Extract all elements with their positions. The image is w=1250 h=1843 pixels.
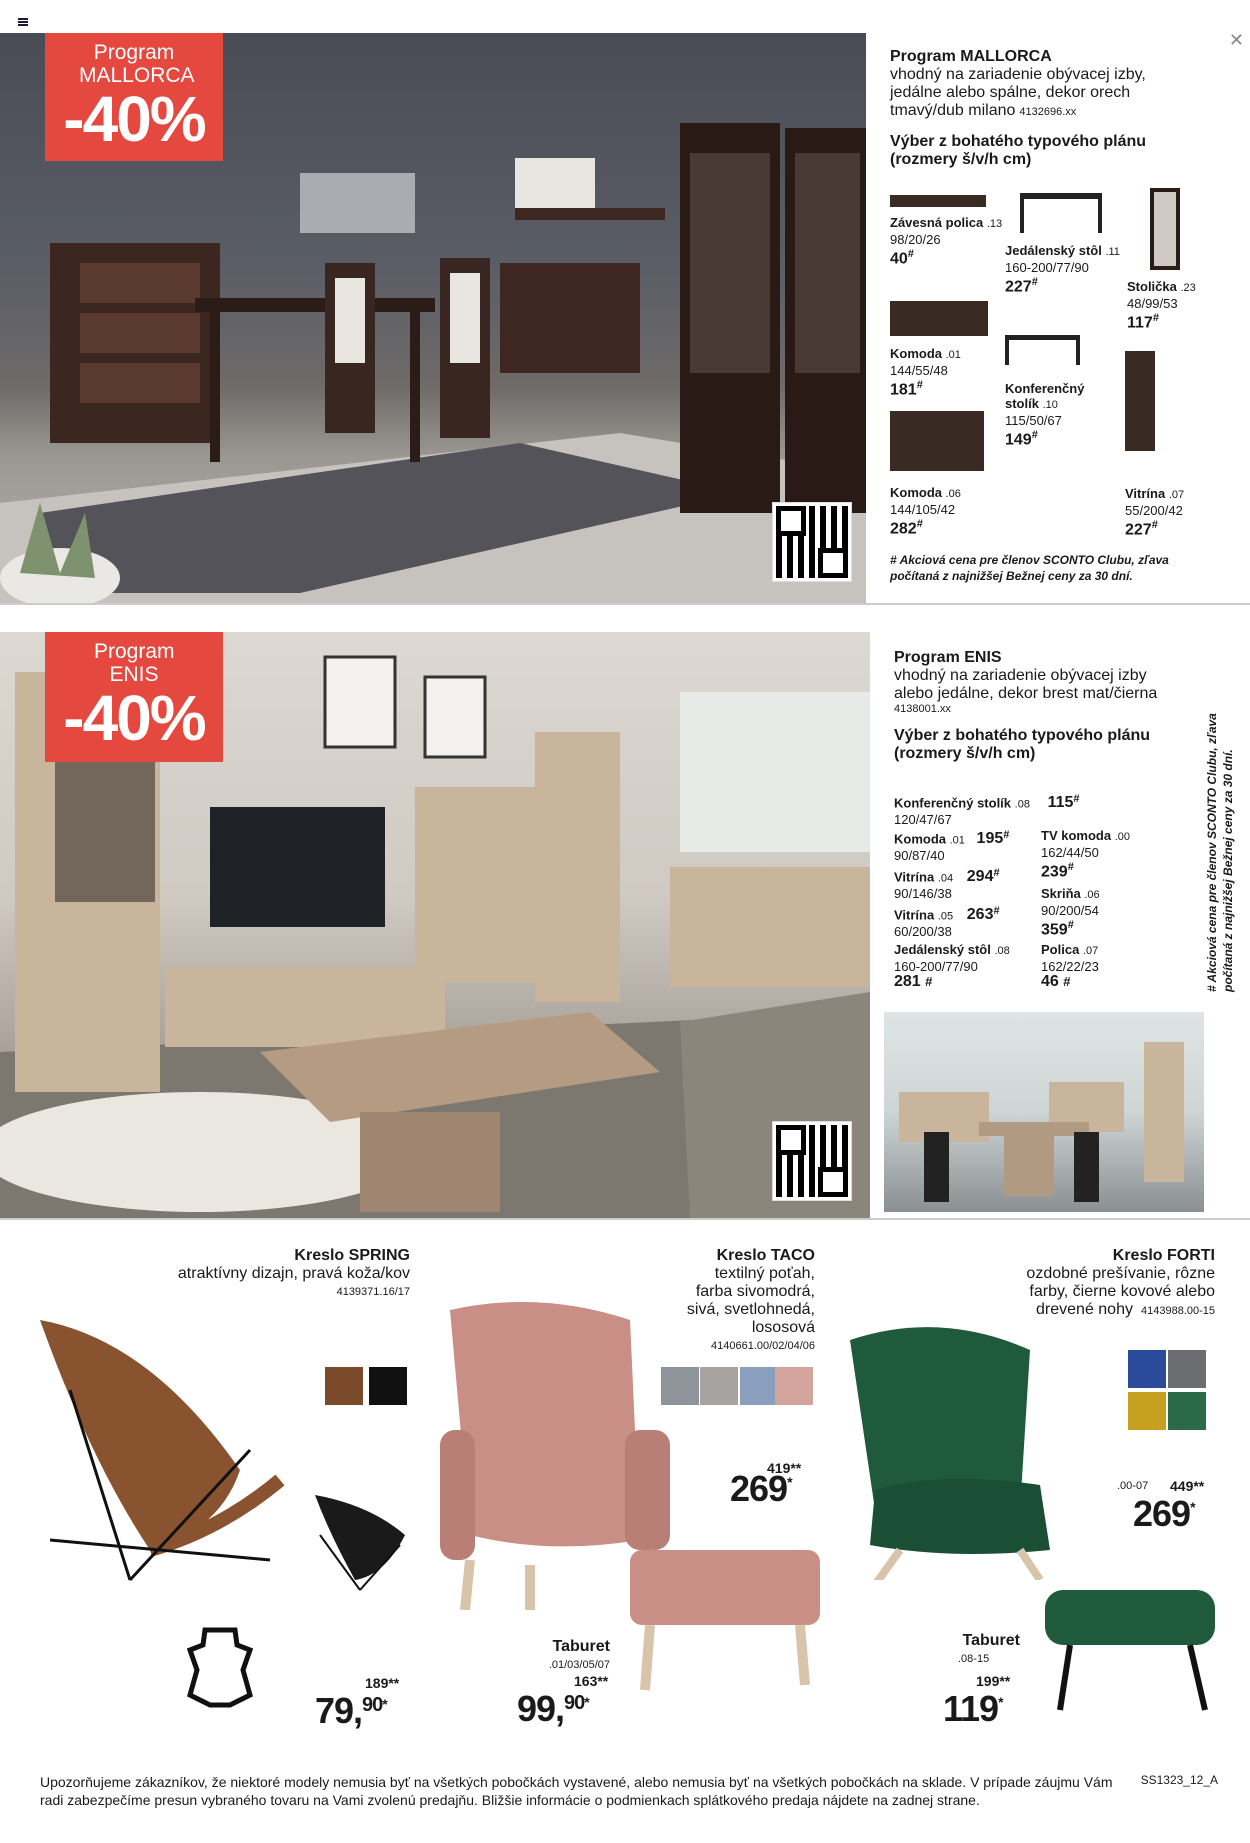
komoda-06-thumb [890,411,984,471]
enis-item-0: Konferenčný stolík .08 115# 120/47/67 [894,793,1080,828]
forti-taburet-old-price: 199** [976,1673,1011,1689]
mallorca-item-5: Komoda .06 144/105/42 282# [890,485,961,538]
mallorca-code: 4132696.xx [1019,106,1077,118]
mallorca-section [0,33,1250,605]
enis-item-6: Jedálenský stôl .08 160-200/77/90 281 # [894,942,1010,990]
enis-code: 4138001.xx [894,703,951,715]
badge-title: Program ENIS [94,640,175,686]
enis-item-7: Polica .07 162/22/23 46 # [1041,942,1099,990]
spring-swatch-1[interactable] [369,1367,407,1405]
mallorca-sub: Výber z bohatého typového plánu (rozmery š/v/h cm) [890,133,1147,168]
menu-icon[interactable] [18,18,28,26]
forti-swatch-2[interactable] [1128,1392,1166,1430]
forti-chair-image [830,1310,1100,1580]
leather-icon [185,1625,255,1710]
mallorca-item-1: Jedálenský stôl .11 160-200/77/90 227# [1005,243,1120,296]
enis-qr-code[interactable] [773,1122,851,1200]
taco-name: Kreslo TACO [716,1247,815,1264]
enis-item-4: Skriňa .06 90/200/54 359# [1041,886,1100,939]
taco-desc-2: farba sivomodrá, [695,1283,815,1300]
footer-text: Upozorňujeme zákazníkov, že niektoré modely nemusia byť na všetkých pobočkách vystavené, alebo nemusia byť na všetkých pobočkách na sklade. V prípade záujmu Vám radi zabezpečíme presun vybraného tovaru na Vami zvolenú predajňu. Bližšie informácie o podmienkach splátkového predaja nájdete na zadnej strane. [40,1774,1113,1808]
taco-new-price: 269* [730,1468,792,1509]
forti-desc-1: ozdobné prešívanie, rôzne [1026,1265,1215,1282]
taco-taburet-code: .01/03/05/07 [548,1659,610,1671]
mallorca-item-6: Vitrína .07 55/200/42 227# [1125,486,1185,539]
mallorca-qr-code[interactable] [773,503,851,581]
close-icon[interactable]: ✕ [1228,30,1244,50]
taco-taburet-header [490,1638,610,1674]
spring-chair-image [30,1300,300,1600]
forti-desc-3: drevené nohy [1036,1301,1133,1318]
taco-old-price: 419** [767,1460,802,1476]
forti-taburet-new-price: 119* [943,1688,1003,1729]
forti-desc-2: farby, čierne kovové alebo [1029,1283,1215,1300]
enis-item-5: Vitrína .05 263# 60/200/38 [894,905,1000,940]
spring-header [110,1247,410,1301]
zavesna-polica-thumb [890,195,986,207]
enis-sub: Výber z bohatého typového plánu (rozmery š/v/h cm) [894,727,1151,762]
mallorca-note: # Akciová cena pre členov SCONTO Clubu, zľava počítaná z najnižšej Bežnej ceny za 30 dní. [890,553,1169,583]
taco-taburet-old-price: 163** [574,1673,609,1689]
forti-new-price: 269* [1133,1493,1195,1534]
taco-swatch-2[interactable] [740,1367,778,1405]
mallorca-title: Program MALLORCA [890,48,1052,65]
mallorca-item-2: Stolička .23 48/99/53 117# [1127,279,1196,332]
stolicka-thumb [1150,188,1180,270]
forti-code: 4143988.00-15 [1140,1305,1215,1317]
taco-code: 4140661.00/02/04/06 [711,1340,815,1352]
enis-desc: vhodný na zariadenie obývacej izby alebo jedálne, dekor brest mat/čierna [894,667,1158,702]
enis-note: # Akciová cena pre členov SCONTO Clubu, zľava počítaná z najnižšej Bežnej ceny za 30 dní. [1205,713,1235,992]
enis-dining-photo [884,1012,1204,1212]
komoda-01-thumb [890,301,988,336]
taco-swatch-3[interactable] [775,1367,813,1405]
taco-desc-1: textilný poťah, [714,1265,815,1282]
forti-taburet-header [900,1632,1020,1668]
vitrina-07-thumb [1125,351,1155,451]
forti-taburet-code: .08-15 [958,1653,990,1665]
forti-taburet-name: Taburet [962,1632,1020,1649]
forti-swatch-3[interactable] [1168,1392,1206,1430]
konferencny-stolik-thumb [1005,335,1080,365]
mallorca-item-4: Konferenčný stolík .10 115/50/67 149# [1005,381,1085,449]
forti-name: Kreslo FORTI [1112,1247,1215,1264]
taco-taburet-image [625,1545,825,1695]
spring-name: Kreslo SPRING [294,1247,410,1264]
mallorca-info [880,33,1245,603]
taco-swatch-1[interactable] [700,1367,738,1405]
mallorca-discount-badge [45,33,223,161]
spring-code: 4139371.16/17 [336,1286,410,1298]
enis-item-3: Vitrína .04 294# 90/146/38 [894,867,1000,902]
forti-swatch-1[interactable] [1168,1350,1206,1388]
spring-black-chair-image [300,1475,415,1595]
spring-new-price: 79,$^{90*}$ [315,1690,387,1731]
taco-desc-3: sivá, svetlohnedá, [686,1301,815,1318]
forti-taburet-image [1040,1585,1220,1725]
badge-percent: -40% [63,682,205,754]
forti-swatch-0[interactable] [1128,1350,1166,1388]
taco-taburet-new-price: 99,$^{90*}$ [517,1688,589,1729]
mallorca-desc: vhodný na zariadenie obývacej izby, jedálne alebo spálne, dekor orech tmavý/dub milano 4132696.xx [890,66,1146,119]
spring-desc: atraktívny dizajn, pravá koža/kov [177,1265,410,1282]
enis-info [884,632,1249,1218]
taco-desc-4: lososová [751,1319,815,1336]
forti-suffix: .00-07 [1117,1480,1149,1492]
badge-title: Program MALLORCA [79,41,195,87]
footer-code: SS1323_12_A [1140,1773,1218,1787]
enis-item-1: Komoda .01 195# 90/87/40 [894,829,1010,864]
forti-old-price: 449** [1170,1478,1205,1494]
jedalensky-stol-thumb [1020,193,1102,233]
mallorca-item-3: Komoda .01 144/55/48 181# [890,346,961,399]
enis-discount-badge [45,632,223,762]
spring-swatch-0[interactable] [325,1367,363,1405]
taco-taburet-name: Taburet [552,1638,610,1655]
spring-old-price: 189** [365,1675,400,1691]
enis-section [0,632,1250,1220]
enis-item-2: TV komoda .00 162/44/50 239# [1041,828,1130,881]
mallorca-item-0: Závesná polica .13 98/20/26 40# [890,215,1003,268]
badge-percent: -40% [63,83,205,155]
enis-title: Program ENIS [894,649,1002,666]
